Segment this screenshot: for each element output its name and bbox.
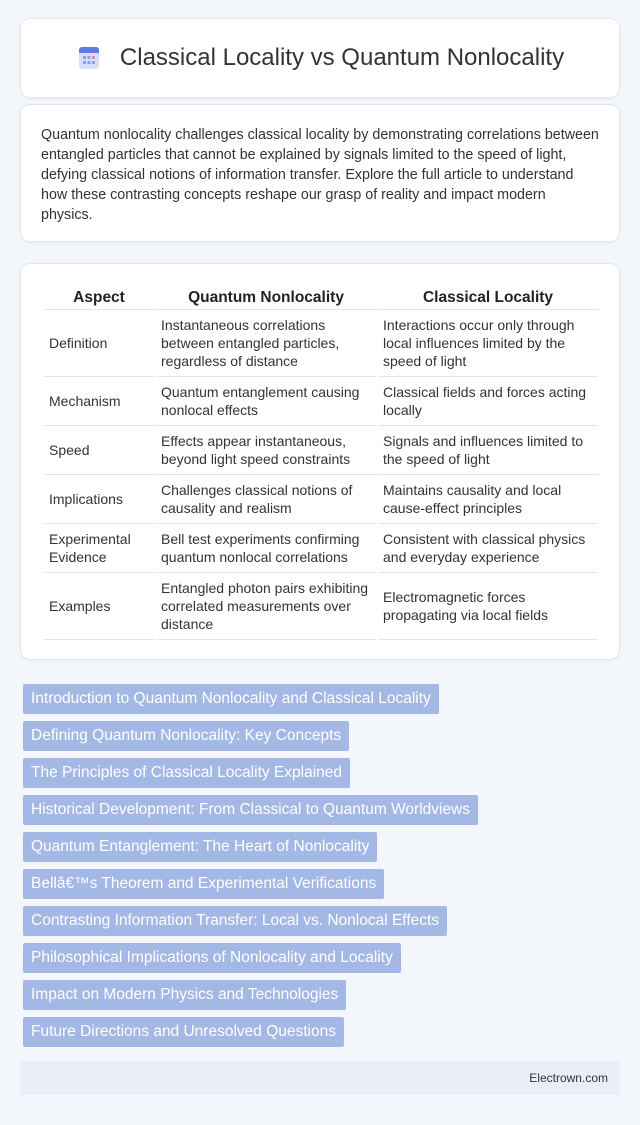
- table-cell: Interactions occur only through local influences limited by the speed of light: [378, 310, 598, 377]
- table-row: [44, 524, 598, 573]
- toc-link[interactable]: Bellâ€™s Theorem and Experimental Verifications: [23, 869, 384, 899]
- table-cell: Implications: [44, 475, 154, 524]
- table-cell: Electromagnetic forces propagating via local fields: [378, 573, 598, 640]
- footer: [20, 1061, 620, 1095]
- toc-link[interactable]: Quantum Entanglement: The Heart of Nonlocality: [23, 832, 377, 862]
- table-row: [44, 426, 598, 475]
- column-header: Quantum Nonlocality: [156, 284, 376, 310]
- table-cell: Entangled photon pairs exhibiting correlated measurements over distance: [156, 573, 376, 640]
- column-header: Classical Locality: [378, 284, 598, 310]
- column-header: Aspect: [44, 284, 154, 310]
- table-row: [44, 310, 598, 377]
- table-row: [44, 377, 598, 426]
- table-cell: Mechanism: [44, 377, 154, 426]
- toc-link[interactable]: Defining Quantum Nonlocality: Key Concepts: [23, 721, 349, 751]
- table-of-contents: [23, 684, 623, 1054]
- table-cell: Consistent with classical physics and everyday experience: [378, 524, 598, 573]
- table-cell: Examples: [44, 573, 154, 640]
- table-cell: Definition: [44, 310, 154, 377]
- toc-link[interactable]: Introduction to Quantum Nonlocality and Classical Locality: [23, 684, 439, 714]
- toc-link[interactable]: Contrasting Information Transfer: Local vs. Nonlocal Effects: [23, 906, 447, 936]
- footer-brand[interactable]: Electrown.com: [529, 1071, 608, 1085]
- toc-link[interactable]: Future Directions and Unresolved Questions: [23, 1017, 344, 1047]
- comparison-table: [42, 284, 600, 640]
- toc-link[interactable]: Impact on Modern Physics and Technologies: [23, 980, 346, 1010]
- table-row: [44, 475, 598, 524]
- table-cell: Challenges classical notions of causality and realism: [156, 475, 376, 524]
- toc-link[interactable]: Philosophical Implications of Nonlocality and Locality: [23, 943, 401, 973]
- comparison-table-card: [20, 263, 620, 660]
- table-row: [44, 573, 598, 640]
- page-title: Classical Locality vs Quantum Nonlocality: [119, 44, 565, 71]
- document-icon: [76, 45, 102, 71]
- table-cell: Bell test experiments confirming quantum nonlocal correlations: [156, 524, 376, 573]
- table-header-row: [44, 284, 598, 310]
- intro-text: Quantum nonlocality challenges classical locality by demonstrating correlations between entangled particles that cannot be explained by signals limited to the speed of light, defying classical notions of information transfer. Explore the full article to understand how these contrasting concepts reshape our grasp of reality and impact modern physics.: [41, 127, 599, 223]
- table-cell: Speed: [44, 426, 154, 475]
- header-card: [20, 18, 620, 98]
- toc-link[interactable]: The Principles of Classical Locality Explained: [23, 758, 350, 788]
- table-cell: Classical fields and forces acting locally: [378, 377, 598, 426]
- toc-link[interactable]: Historical Development: From Classical to Quantum Worldviews: [23, 795, 478, 825]
- table-cell: Effects appear instantaneous, beyond light speed constraints: [156, 426, 376, 475]
- table-cell: Instantaneous correlations between entangled particles, regardless of distance: [156, 310, 376, 377]
- table-cell: Experimental Evidence: [44, 524, 154, 573]
- table-cell: Signals and influences limited to the speed of light: [378, 426, 598, 475]
- table-cell: Maintains causality and local cause-effect principles: [378, 475, 598, 524]
- intro-card: [20, 104, 620, 242]
- table-cell: Quantum entanglement causing nonlocal effects: [156, 377, 376, 426]
